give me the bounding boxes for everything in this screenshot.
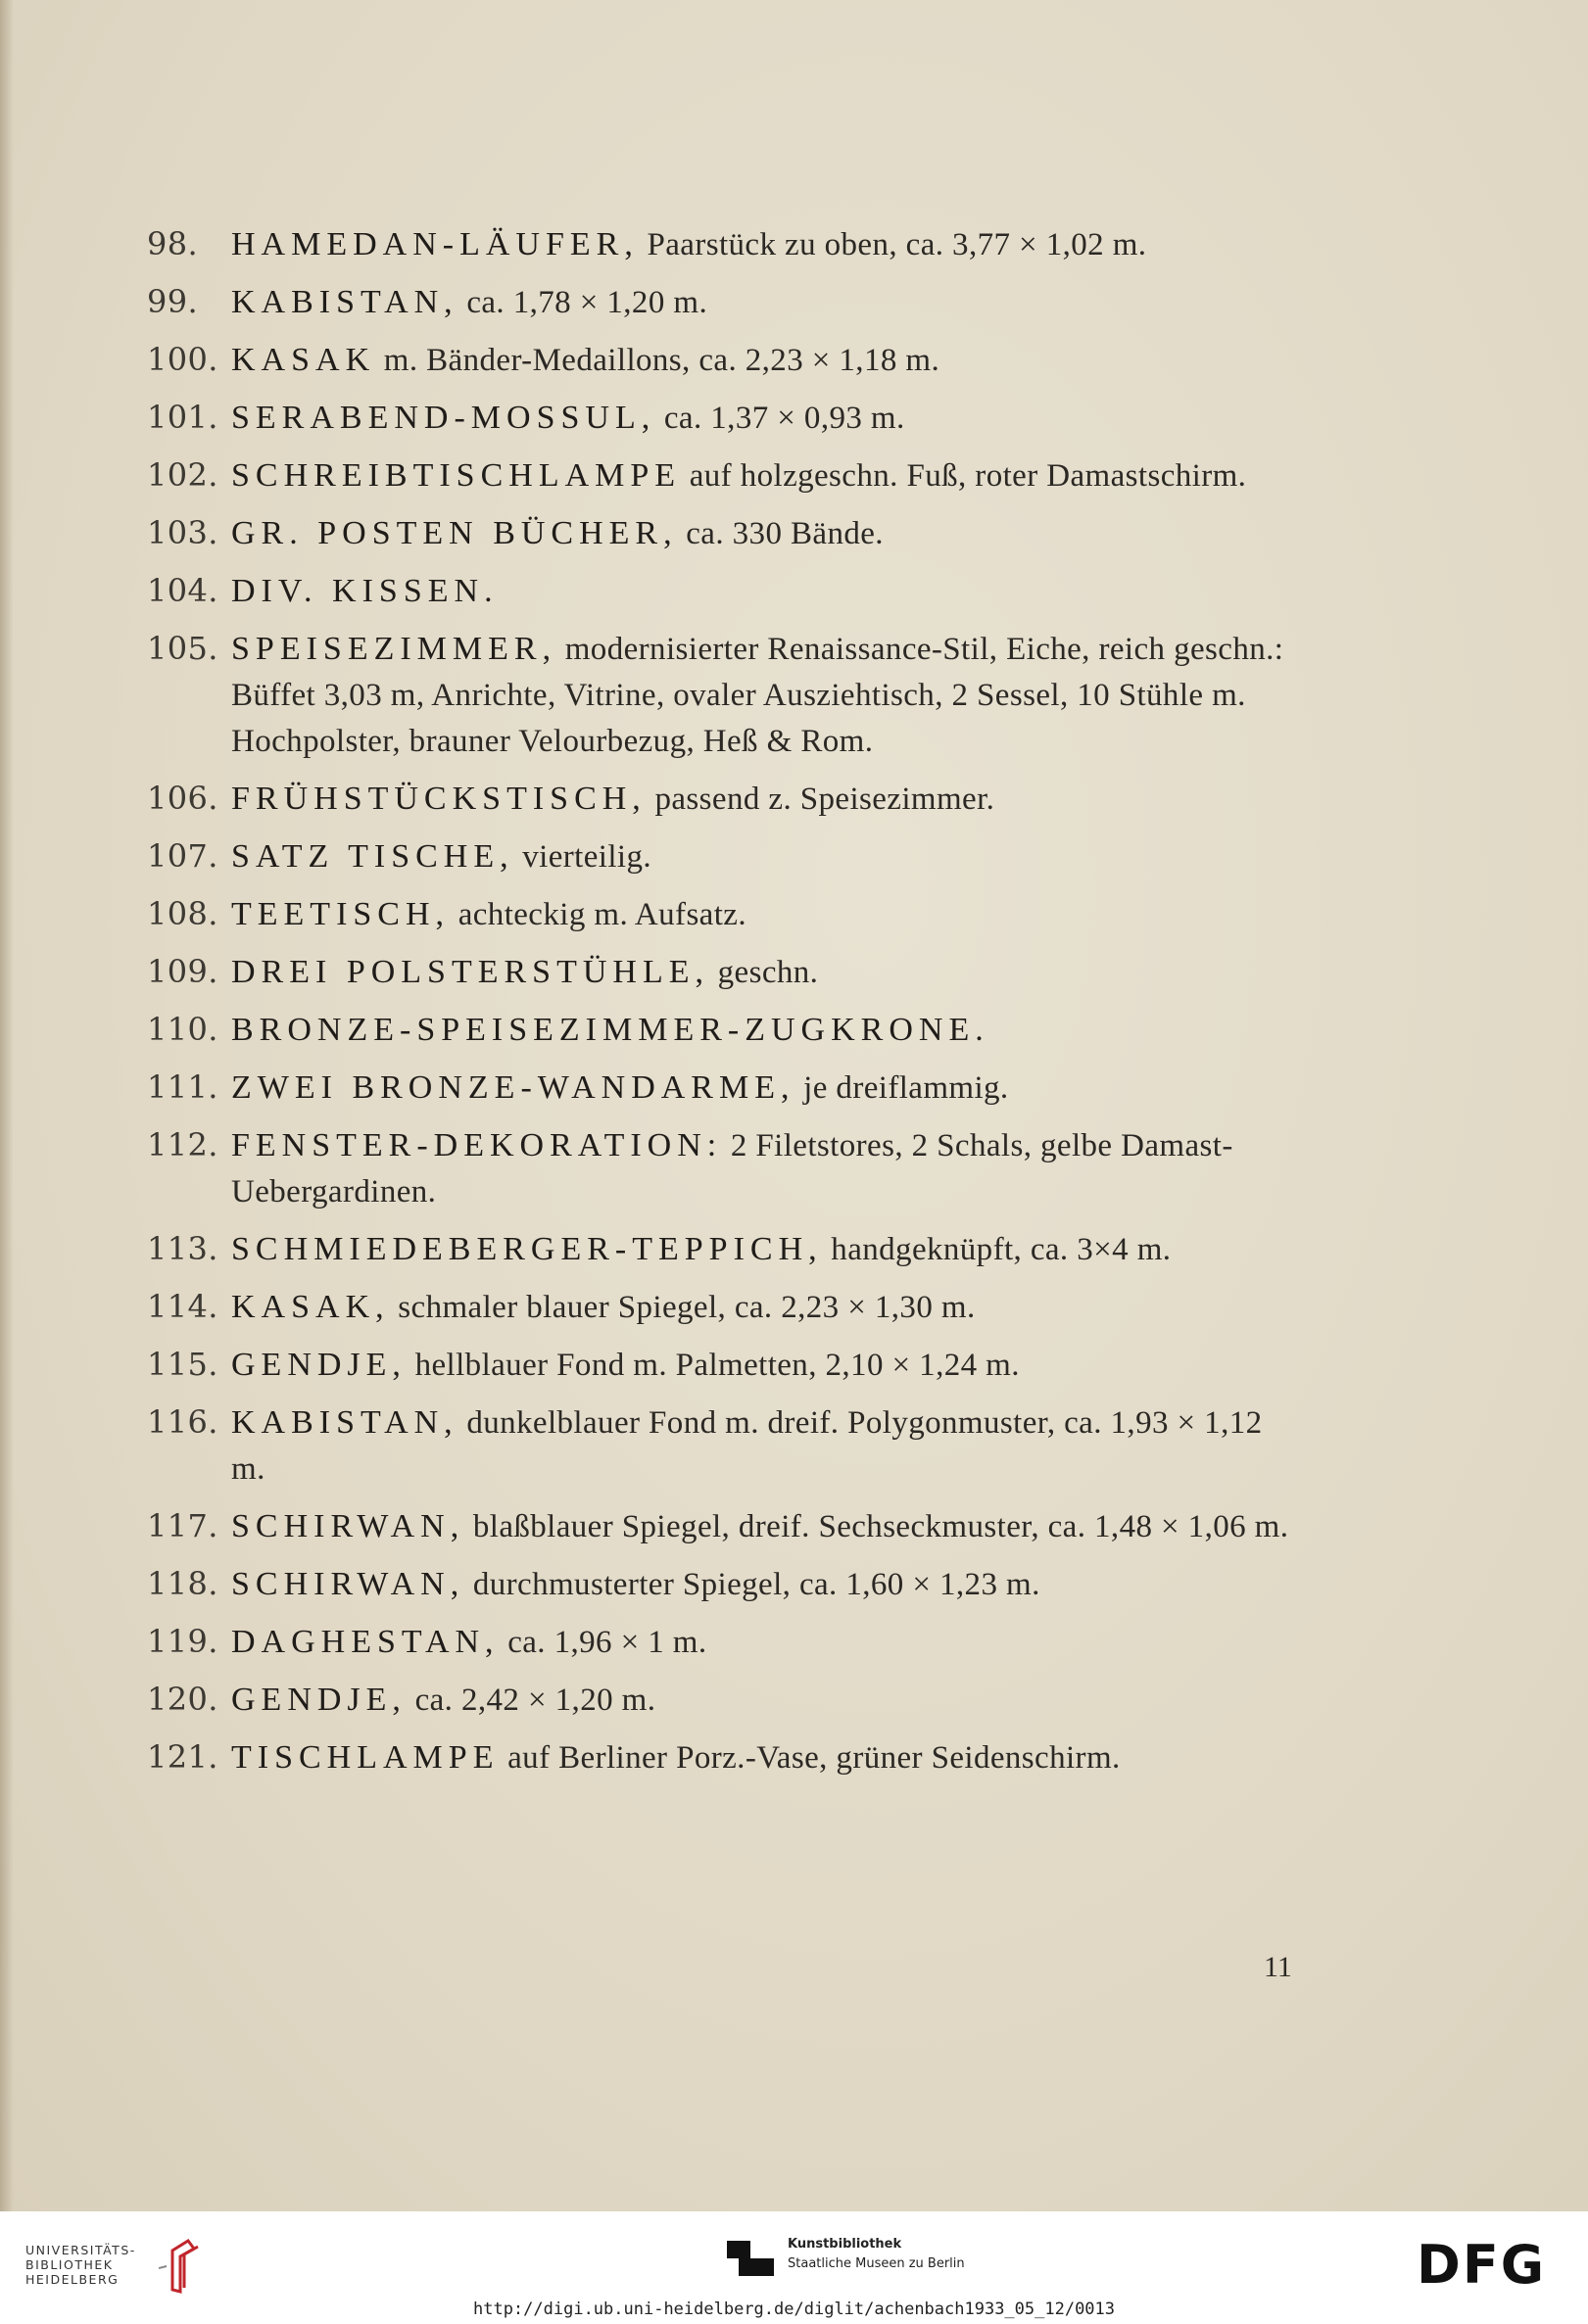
- entry-title: FENSTER-DEKORATION:: [231, 1127, 723, 1163]
- entry-description: durchmusterter Spiegel, ca. 1,60 × 1,23 m.: [464, 1567, 1040, 1602]
- entry-description: 2 Filetstores, 2 Schals, gelbe Damast-Uebergardinen.: [231, 1128, 1233, 1209]
- catalog-entry: [147, 1122, 1303, 1214]
- entry-title: DAGHESTAN,: [231, 1624, 500, 1660]
- entry-title: GENDJE,: [231, 1347, 407, 1383]
- entry-description: auf Berliner Porz.-Vase, grüner Seidenschirm.: [499, 1740, 1121, 1776]
- entry-number: 113.: [147, 1230, 218, 1267]
- entry-title: SERABEND-MOSSUL,: [231, 400, 656, 436]
- entry-title: ZWEI BRONZE-WANDARME,: [231, 1069, 795, 1106]
- entry-title: SCHREIBTISCHLAMPE: [231, 457, 682, 494]
- permalink-url[interactable]: http://digi.ub.uni-heidelberg.de/diglit/achenbach1933_05_12/0013: [472, 2300, 1116, 2319]
- entry-number: 110.: [147, 1011, 218, 1048]
- entry-description: m. Bänder-Medaillons, ca. 2,23 × 1,18 m.: [375, 343, 940, 378]
- catalog-entry: [147, 1284, 1303, 1330]
- entry-number: 112.: [147, 1126, 218, 1163]
- catalog-entry: [147, 776, 1303, 822]
- entry-description: hellblauer Fond m. Palmetten, 2,10 × 1,24 m.: [406, 1348, 1020, 1383]
- entry-title: SCHMIEDEBERGER-TEPPICH,: [231, 1231, 823, 1267]
- kunstbibliothek-logo[interactable]: [727, 2231, 1001, 2290]
- catalog-entry: [147, 1399, 1303, 1492]
- entry-title: SPEISEZIMMER,: [231, 631, 557, 667]
- entry-number: 105.: [147, 630, 218, 667]
- entry-number: 115.: [147, 1346, 218, 1383]
- ub-heidelberg-logo[interactable]: [25, 2237, 231, 2296]
- entry-number: 117.: [147, 1507, 218, 1544]
- catalog-entry: [147, 626, 1303, 764]
- entry-description: ca. 330 Bände.: [677, 516, 884, 551]
- entry-title: DIV. KISSEN.: [231, 573, 499, 609]
- catalog-entry: [147, 395, 1303, 441]
- entry-description: je dreiflammig.: [794, 1070, 1009, 1106]
- entry-title: DREI POLSTERSTÜHLE,: [231, 954, 709, 990]
- ub-logo-text: [25, 2243, 136, 2287]
- entry-title: KABISTAN,: [231, 1404, 458, 1441]
- catalog-entry: [147, 1226, 1303, 1272]
- entry-title: HAMEDAN-LÄUFER,: [231, 226, 639, 262]
- catalog-entry: [147, 279, 1303, 325]
- entry-number: 99.: [147, 283, 199, 320]
- catalog-entry: [147, 221, 1303, 267]
- entry-number: 106.: [147, 780, 218, 817]
- catalog-entry: [147, 1677, 1303, 1723]
- catalog-entry: [147, 1561, 1303, 1607]
- entry-number: 119.: [147, 1623, 218, 1660]
- entry-title: KASAK: [231, 342, 376, 378]
- kb-name: Kunstbibliothek: [788, 2237, 902, 2252]
- catalog-entry: [147, 1065, 1303, 1111]
- catalog-entry: [147, 1503, 1303, 1549]
- entry-title: KASAK,: [231, 1289, 390, 1325]
- entry-description: achteckig m. Aufsatz.: [450, 897, 746, 932]
- catalog-entry: [147, 891, 1303, 937]
- entry-title: SATZ TISCHE,: [231, 838, 514, 875]
- entry-description: Paarstück zu oben, ca. 3,77 × 1,02 m.: [638, 227, 1147, 262]
- entry-number: 107.: [147, 837, 218, 875]
- entry-number: 118.: [147, 1565, 218, 1602]
- kb-subtitle: Staatliche Museen zu Berlin: [788, 2256, 965, 2271]
- entry-number: 101.: [147, 399, 218, 436]
- entry-number: 116.: [147, 1403, 218, 1441]
- entry-number: 102.: [147, 456, 218, 494]
- entry-description: ca. 2,42 × 1,20 m.: [406, 1683, 656, 1718]
- entry-title: GR. POSTEN BÜCHER,: [231, 515, 678, 551]
- entry-description: blaßblauer Spiegel, dreif. Sechseckmuster, ca. 1,48 × 1,06 m.: [464, 1509, 1289, 1544]
- entry-title: TISCHLAMPE: [231, 1739, 500, 1776]
- entry-description: passend z. Speisezimmer.: [646, 782, 995, 817]
- catalog-list: [147, 221, 1303, 1792]
- entry-title: GENDJE,: [231, 1682, 407, 1718]
- entry-title: BRONZE-SPEISEZIMMER-ZUGKRONE.: [231, 1012, 989, 1048]
- catalog-entry: [147, 452, 1303, 498]
- entry-description: auf holzgeschn. Fuß, roter Damastschirm.: [681, 458, 1247, 494]
- entry-number: 103.: [147, 514, 218, 551]
- catalog-entry: [147, 949, 1303, 995]
- entry-title: TEETISCH,: [231, 896, 451, 932]
- entry-number: 104.: [147, 572, 218, 609]
- page-edge-shadow: [0, 0, 14, 2211]
- catalog-entry: [147, 568, 1303, 614]
- entry-number: 111.: [147, 1068, 218, 1106]
- ub-logo-line: BIBLIOTHEK: [25, 2257, 114, 2272]
- catalog-entry: [147, 1007, 1303, 1053]
- entry-title: KABISTAN,: [231, 284, 458, 320]
- catalog-entry: [147, 1619, 1303, 1665]
- entry-description: vierteilig.: [513, 839, 652, 875]
- entry-description: modernisierter Renaissance-Stil, Eiche, reich geschn.: Büffet 3,03 m, Anrichte, Vitrine, ovaler Ausziehtisch, 2 Sessel, 10 Stühle m. Hochpolster, brauner Velourbezug, Heß & Rom.: [231, 632, 1284, 759]
- entry-description: dunkelblauer Fond m. dreif. Polygonmuster, ca. 1,93 × 1,12 m.: [231, 1405, 1263, 1487]
- entry-title: SCHIRWAN,: [231, 1566, 465, 1602]
- dfg-logo[interactable]: DFG: [1417, 2234, 1547, 2296]
- catalog-entry: [147, 1734, 1303, 1780]
- entry-number: 121.: [147, 1738, 218, 1776]
- catalog-entry: [147, 1342, 1303, 1388]
- ub-logo-icon: [159, 2237, 216, 2296]
- entry-number: 98.: [147, 225, 199, 262]
- catalog-entry: [147, 337, 1303, 383]
- entry-description: geschn.: [709, 955, 819, 990]
- ub-logo-line: HEIDELBERG: [25, 2272, 120, 2287]
- entry-description: ca. 1,37 × 0,93 m.: [655, 401, 905, 436]
- kunstbibliothek-icon: [727, 2235, 774, 2282]
- entry-description: ca. 1,78 × 1,20 m.: [457, 285, 708, 320]
- entry-number: 114.: [147, 1288, 218, 1325]
- catalog-entry: [147, 510, 1303, 556]
- ub-logo-line: UNIVERSITÄTS-: [25, 2243, 136, 2257]
- entry-description: schmaler blauer Spiegel, ca. 2,23 × 1,30 m.: [389, 1290, 976, 1325]
- entry-description: handgeknüpft, ca. 3×4 m.: [822, 1232, 1172, 1267]
- page-number: 11: [1264, 1951, 1292, 1983]
- entry-number: 120.: [147, 1681, 218, 1718]
- entry-title: SCHIRWAN,: [231, 1508, 465, 1544]
- entry-title: FRÜHSTÜCKSTISCH,: [231, 781, 647, 817]
- entry-number: 100.: [147, 341, 218, 378]
- entry-number: 109.: [147, 953, 218, 990]
- entry-description: ca. 1,96 × 1 m.: [499, 1625, 707, 1660]
- catalog-entry: [147, 833, 1303, 879]
- entry-number: 108.: [147, 895, 218, 932]
